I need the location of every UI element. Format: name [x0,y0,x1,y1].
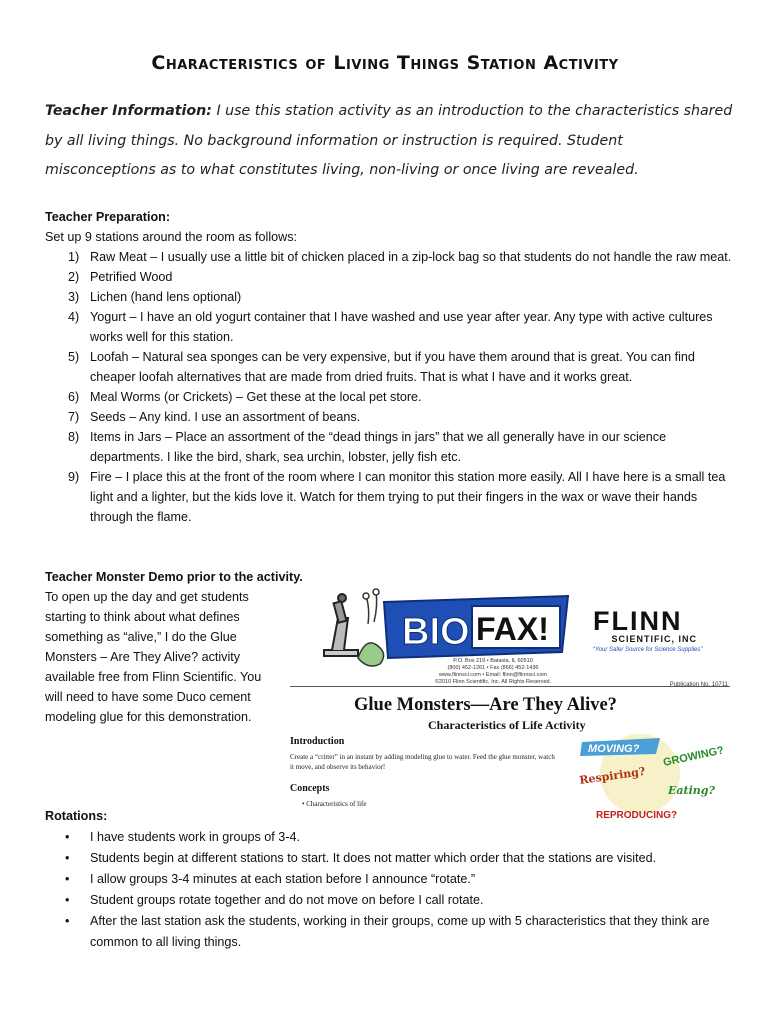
word-moving: MOVING? [588,743,640,755]
station-item: Lichen (hand lens optional) [90,290,242,304]
station-item: Petrified Wood [90,270,173,284]
prep-heading: Teacher Preparation: [45,210,171,224]
publication-number: Publication No. 10711 [669,682,728,688]
glue-subtitle: Characteristics of Life Activity [428,718,586,732]
rotation-item: • After the last station ask the students, working in their groups, come up with 5 characteristics that they think are common to all living things. [90,911,735,953]
monster-demo [45,567,305,727]
word-growing: GROWING? [662,744,725,769]
station-item: Items in Jars – Place an assortment of the “dead things in jars” that we all generally have in our science departments. I like the bird, shark, sea urchin, lobster, jelly fish etc. [90,430,667,464]
station-item: Fire – I place this at the front of the room where I can monitor this station more easily. All I have here is a small tea light and a lighter, but the kids love it. Watch for them trying to put their fingers in the wax or wave their hands through the flame. [90,470,726,524]
microscope-icon [324,594,358,656]
station-item: Meal Worms (or Crickets) – Get these at the local pet store. [90,390,422,404]
teacher-information-text: I use this station activity as an introduction to the characteristics shared by all living things. No background information or instruction is required. Student misconceptions as to what constitutes living, non-living or once living are revealed. [45,103,733,178]
teacher-preparation [45,207,735,527]
demo-text: To open up the day and get students starting to think about what defines something as “alive,” I do the Glue Monsters – Are They Alive? activity available free from Flinn Scientific. You will need to have some Duco cement modeling glue for this demonstration. [45,590,262,724]
page-title: Characteristics of Living Things Station Activity [151,52,619,74]
station-item: Raw Meat – I usually use a little bit of chicken placed in a zip-lock bag so that students do not handle the raw meat. [90,250,732,264]
contact-line: www.flinnsci.com • Email: flinn@flinnsci.com [438,672,548,678]
demo-heading: Teacher Monster Demo prior to the activity. [45,570,303,584]
word-reproducing: REPRODUCING? [596,810,678,821]
rotations-section [45,806,735,953]
prep-intro: Set up 9 stations around the room as follows: [45,230,298,244]
station-item: Yogurt – I have an old yogurt container that I have washed and use year after year. Any type with active cultures works well for this station. [90,310,713,344]
rotation-item: • I allow groups 3-4 minutes at each station before I announce “rotate.” [90,869,735,890]
stations-list [45,247,735,527]
station-item: Loofah – Natural sea sponges can be very expensive, but if you have them around that is great. You can find cheaper loofah alternatives that are made from dried fruits. That is what I have and it works great. [90,350,695,384]
word-respiring: Respiring? [578,764,647,787]
word-eating: Eating? [668,784,715,797]
glue-title: Glue Monsters—Are They Alive? [354,695,617,715]
flinn-name: FLINN [593,606,683,636]
contact-line: P.O. Box 219 • Batavia, IL 60510 [453,658,533,664]
rotation-item: • Student groups rotate together and do not move on before I call rotate. [90,890,735,911]
bio-text: BIO [402,611,470,653]
biofax-contact [408,658,578,686]
teacher-information-label: Teacher Information: [45,103,212,119]
flinn-sub: SCIENTIFIC, INC [611,634,697,644]
fax-text: FAX! [476,611,549,647]
contact-line: ©2010 Flinn Scientific, Inc. All Rights Reserved. [434,679,552,685]
station-item: Seeds – Any kind. I use an assortment of beans. [90,410,361,424]
contact-line: (800) 452-1261 • Fax (866) 452-1436 [447,665,539,671]
flinn-logo [593,608,703,653]
rotations-list [45,827,735,953]
rotation-item: • I have students work in groups of 3-4. [90,827,735,848]
divider [290,686,730,687]
concepts-item: • Characteristics of life [302,800,367,808]
rotation-item: • Students begin at different stations to start. It does not matter which order that the stations are visited. [90,848,735,869]
concepts-heading: Concepts [290,783,330,794]
flinn-tagline: “Your Safer Source for Science Supplies” [593,647,703,653]
teacher-information [45,97,735,186]
intro-heading: Introduction [290,736,345,747]
creature-icon [358,589,384,666]
biofax-image [288,582,738,822]
intro-text: Create a “critter” in an instant by adding modeling glue to water. Feed the glue monster, watch it move, and observe its behavior! [290,753,555,771]
rotations-heading: Rotations: [45,809,108,823]
